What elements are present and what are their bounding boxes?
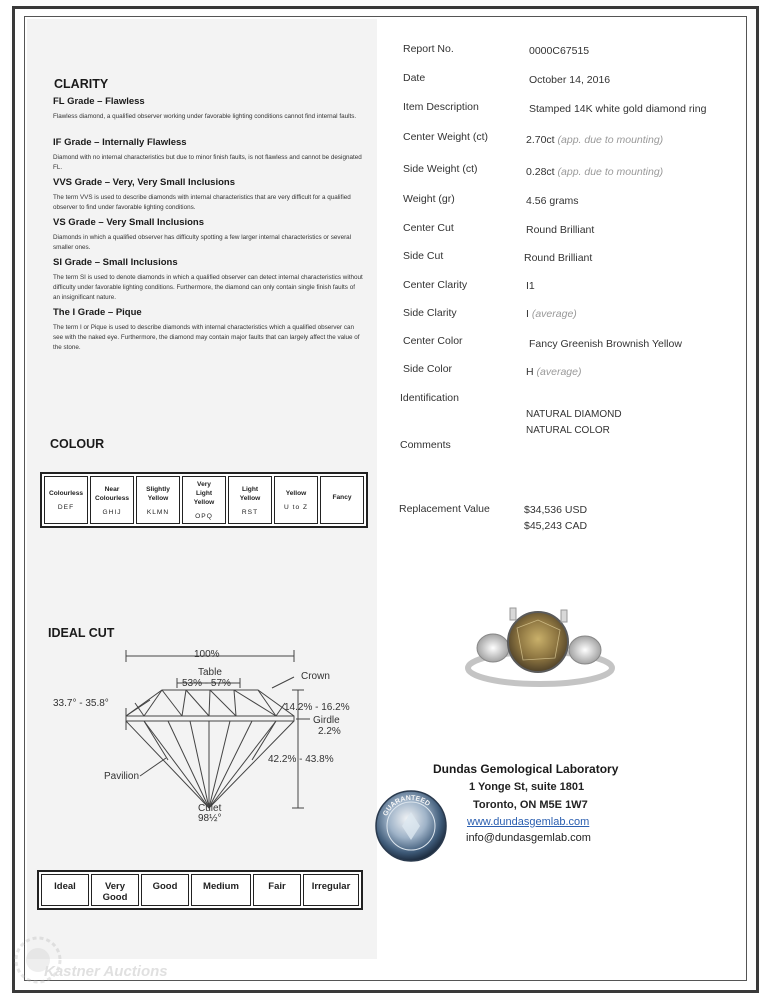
- cut-grade-cell: Good: [141, 874, 189, 906]
- side-clarity-label: Side Clarity: [403, 307, 457, 319]
- side-color-value: H (average): [526, 366, 582, 378]
- side-weight-label: Side Weight (ct): [403, 163, 478, 175]
- center-clarity-value: I1: [526, 280, 535, 292]
- cut-grade-table: [37, 870, 363, 910]
- identification-value-2: NATURAL COLOR: [526, 425, 610, 436]
- grade-si-title: SI Grade – Small Inclusions: [53, 257, 178, 268]
- seal-text: GUARANTEED: [382, 794, 432, 818]
- identification-value-1: NATURAL DIAMOND: [526, 409, 622, 420]
- date-value: October 14, 2016: [529, 74, 611, 86]
- girdle-label: Girdle: [313, 715, 340, 726]
- grade-vs-desc: Diamonds in which a qualified observer has difficulty spotting a few larger internal characteristics or several smaller ones.: [53, 234, 352, 251]
- cut-grade-cell: Medium: [191, 874, 251, 906]
- colour-cell: Light Yellow RST: [228, 476, 272, 524]
- center-color-value: Fancy Greenish Brownish Yellow: [529, 338, 682, 350]
- side-weight-value: 0.28ct (app. due to mounting): [526, 166, 664, 178]
- center-weight-value: 2.70ct (app. due to mounting): [526, 134, 664, 146]
- colour-heading: COLOUR: [50, 437, 105, 451]
- lab-website-link[interactable]: www.dundasgemlab.com: [467, 816, 590, 828]
- date-label: Date: [403, 72, 426, 84]
- clarity-heading: CLARITY: [54, 77, 109, 91]
- side-clarity-value: I (average): [526, 308, 577, 320]
- grade-if-desc: Diamond with no internal characteristics but due to minor finish faults, is not flawless and cannot be designated FL.: [53, 154, 362, 171]
- watermark-text: Kastner Auctions: [44, 963, 168, 980]
- grade-if-title: IF Grade – Internally Flawless: [53, 137, 187, 148]
- replacement-value-label: Replacement Value: [399, 503, 490, 515]
- identification-label: Identification: [400, 392, 459, 404]
- report-no-value: 0000C67515: [529, 45, 590, 57]
- item-description-label: Item Description: [403, 101, 479, 113]
- report-no-label: Report No.: [403, 43, 454, 55]
- lab-email: info@dundasgemlab.com: [466, 832, 591, 844]
- table-label: Table: [198, 667, 222, 678]
- table-range-label: 53% - 57%: [182, 678, 231, 689]
- comments-label: Comments: [400, 439, 451, 451]
- crown-angle-label: 33.7° - 35.8°: [53, 698, 109, 709]
- grade-i-desc: The term I or Pique is used to describe diamonds with internal characteristics which a qualified observer can see with the naked eye. Furthermore, the diamond may contain major faults that can largely affect the value of the stone.: [53, 324, 360, 351]
- grade-vvs-title: VVS Grade – Very, Very Small Inclusions: [53, 177, 235, 188]
- pavilion-depth-label: 42.2% - 43.8%: [268, 754, 334, 765]
- grade-fl-title: FL Grade – Flawless: [53, 96, 145, 107]
- center-clarity-label: Center Clarity: [403, 279, 468, 291]
- lab-name: Dundas Gemological Laboratory: [433, 762, 619, 776]
- cut-grade-cell: Very Good: [91, 874, 139, 906]
- colour-cell: Near Colourless GHIJ: [90, 476, 134, 524]
- center-weight-label: Center Weight (ct): [403, 131, 488, 143]
- lab-address-1: 1 Yonge St, suite 1801: [469, 781, 585, 793]
- grade-vvs-desc: The term VVS is used to describe diamonds with internal characteristics that are very difficult for a qualified observer to find under favorable lighting conditions.: [53, 194, 351, 211]
- auction-watermark-logo: [8, 928, 168, 1000]
- hologram-seal-icon: [373, 788, 449, 864]
- crown-height-label: 14.2% - 16.2%: [284, 702, 350, 713]
- weight-gr-label: Weight (gr): [403, 193, 455, 205]
- ring-photo: [465, 598, 615, 693]
- colour-cell: Yellow U to Z: [274, 476, 318, 524]
- side-cut-label: Side Cut: [403, 250, 444, 262]
- lab-address-2: Toronto, ON M5E 1W7: [473, 799, 588, 811]
- total-width-label: 100%: [194, 649, 220, 660]
- cut-grade-cell: Ideal: [41, 874, 89, 906]
- grade-vs-title: VS Grade – Very Small Inclusions: [53, 217, 205, 228]
- cut-grade-cell: Fair: [253, 874, 301, 906]
- weight-gr-value: 4.56 grams: [526, 195, 579, 207]
- grade-i-title: The I Grade – Pique: [53, 307, 142, 318]
- side-color-label: Side Color: [403, 363, 453, 375]
- colour-cell: Very Light Yellow OPQ: [182, 476, 226, 524]
- cut-grade-cell: Irregular: [303, 874, 359, 906]
- center-cut-value: Round Brilliant: [526, 224, 595, 236]
- center-cut-label: Center Cut: [403, 222, 454, 234]
- grade-si-desc: The term SI is used to denote diamonds in which a qualified observer can detect internal characteristics without difficulty under favorable lighting conditions. Furthermore, the diamond can only contain single finish faults of an insignificant nature.: [53, 274, 363, 301]
- replacement-cad: $45,243 CAD: [524, 520, 588, 532]
- replacement-usd: $34,536 USD: [524, 504, 588, 516]
- crown-label: Crown: [301, 671, 330, 682]
- colour-cell: Fancy: [320, 476, 364, 524]
- center-color-label: Center Color: [403, 335, 463, 347]
- item-description-value: Stamped 14K white gold diamond ring: [529, 103, 707, 115]
- pavilion-label: Pavilion: [104, 771, 140, 782]
- colour-scale-table: [40, 472, 368, 528]
- colour-cell: Colourless DEF: [44, 476, 88, 524]
- grade-fl-desc: Flawless diamond, a qualified observer working under favorable lighting conditions cannot find internal faults.: [53, 113, 357, 120]
- girdle-pct-label: 2.2%: [318, 726, 341, 737]
- ideal-cut-heading: IDEAL CUT: [48, 626, 115, 640]
- culet-label: Culet: [198, 803, 222, 814]
- colour-cell: Slightly Yellow KLMN: [136, 476, 180, 524]
- side-cut-value: Round Brilliant: [524, 252, 593, 264]
- culet-pct-label: 98½°: [198, 813, 222, 824]
